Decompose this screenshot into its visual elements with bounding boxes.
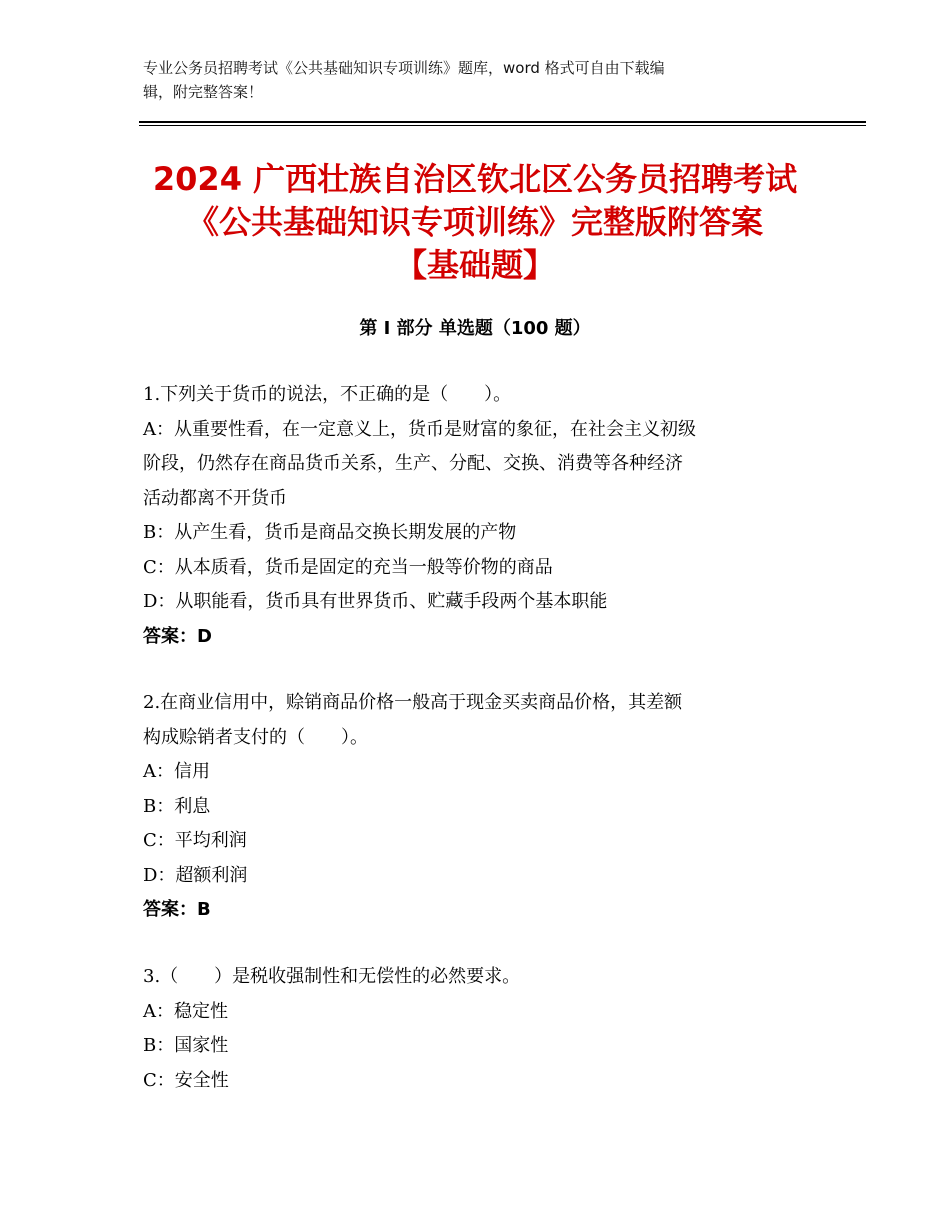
option-d: D：从职能看，货币具有世界货币、贮藏手段两个基本职能 [143,591,608,612]
section-heading: 第 I 部分 单选题（100 题） [359,318,591,339]
title-line: 2024 广西壮族自治区钦北区公务员招聘考试 [152,160,798,198]
question-1 [143,378,823,654]
option-a: A：稳定性 [143,1000,228,1022]
option-a: 活动都离不开货币 [143,487,287,509]
title-line: 《公共基础知识专项训练》完整版附答案 [186,203,763,241]
option-c: C：从本质看，货币是固定的充当一般等价物的商品 [143,556,553,578]
header-note-line: 专业公务员招聘考试《公共基础知识专项训练》题库，word 格式可自由下载编 [143,59,665,77]
option-a: A：信用 [143,761,210,782]
option-c: C：安全性 [143,1069,229,1091]
question-stem: 1.下列关于货币的说法，不正确的是（ ）。 [143,384,512,405]
answer: 答案：D [143,625,212,647]
header-note-line: 辑，附完整答案！ [143,83,264,101]
header-note [143,56,793,104]
title-line: 【基础题】 [394,246,555,284]
divider [139,121,866,123]
option-b: B：国家性 [143,1035,229,1056]
option-a: 阶段，仍然存在商品货币关系，生产、分配、交换、消费等各种经济 [143,453,683,474]
option-d: D：超额利润 [143,864,248,886]
divider [139,125,866,126]
option-b: B：利息 [143,795,211,817]
question-2 [143,686,823,928]
question-stem: 2.在商业信用中，赊销商品价格一般高于现金买卖商品价格，其差额 [143,692,683,713]
answer: 答案：B [143,899,211,920]
question-stem: 3.（ ）是税收强制性和无偿性的必然要求。 [143,966,521,987]
option-c: C：平均利润 [143,830,247,851]
question-stem: 构成赊销者支付的（ ）。 [143,726,368,748]
option-b: B：从产生看，货币是商品交换长期发展的产物 [143,522,517,543]
document-title [100,158,850,287]
option-a: A：从重要性看，在一定意义上，货币是财富的象征，在社会主义初级 [143,418,696,440]
question-3 [143,960,823,1098]
